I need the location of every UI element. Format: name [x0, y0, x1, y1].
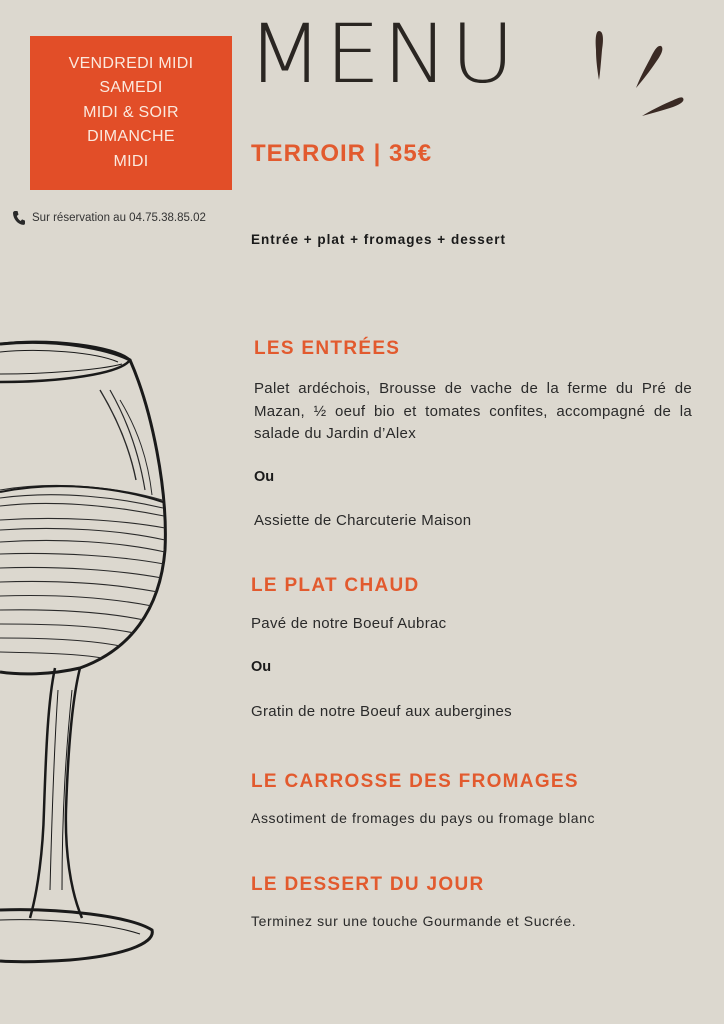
- opening-day-line: DIMANCHE: [87, 128, 175, 146]
- section-title-dessert: LE DESSERT DU JOUR: [251, 874, 485, 895]
- opening-days-box: [30, 36, 232, 190]
- formula-description: Entrée + plat + fromages + dessert: [251, 232, 506, 247]
- or-label: Ou: [251, 659, 272, 675]
- plat-option-2: Gratin de notre Boeuf aux aubergines: [251, 703, 512, 720]
- page-title: MENU: [247, 6, 517, 102]
- section-title-plat: LE PLAT CHAUD: [251, 575, 420, 596]
- phone-icon: [12, 210, 26, 226]
- section-title-entrees: LES ENTRÉES: [254, 338, 401, 359]
- wine-glass-illustration: [0, 330, 175, 970]
- opening-day-line: SAMEDI: [99, 79, 163, 97]
- reservation-text: Sur réservation au 04.75.38.85.02: [32, 212, 206, 224]
- plat-option-1: Pavé de notre Boeuf Aubrac: [251, 615, 447, 632]
- reservation-info: [12, 210, 206, 226]
- opening-day-line: MIDI & SOIR: [83, 103, 179, 121]
- entree-option-1: Palet ardéchois, Brousse de vache de la ferme du Pré de Mazan, ½ oeuf bio et tomates confites, accompagné de la salade du Jardin d’Alex: [254, 380, 692, 442]
- accent-strokes-icon: [590, 28, 690, 123]
- formula-title: TERROIR | 35€: [251, 140, 433, 167]
- section-title-fromages: LE CARROSSE DES FROMAGES: [251, 771, 579, 792]
- opening-day-line: MIDI: [113, 152, 149, 170]
- opening-day-line: VENDREDI MIDI: [68, 54, 194, 72]
- or-label: Ou: [254, 469, 275, 485]
- fromages-text: Assotiment de fromages du pays ou fromage blanc: [251, 810, 596, 826]
- entree-option-2: Assiette de Charcuterie Maison: [254, 512, 472, 529]
- dessert-text: Terminez sur une touche Gourmande et Sucrée.: [251, 913, 577, 929]
